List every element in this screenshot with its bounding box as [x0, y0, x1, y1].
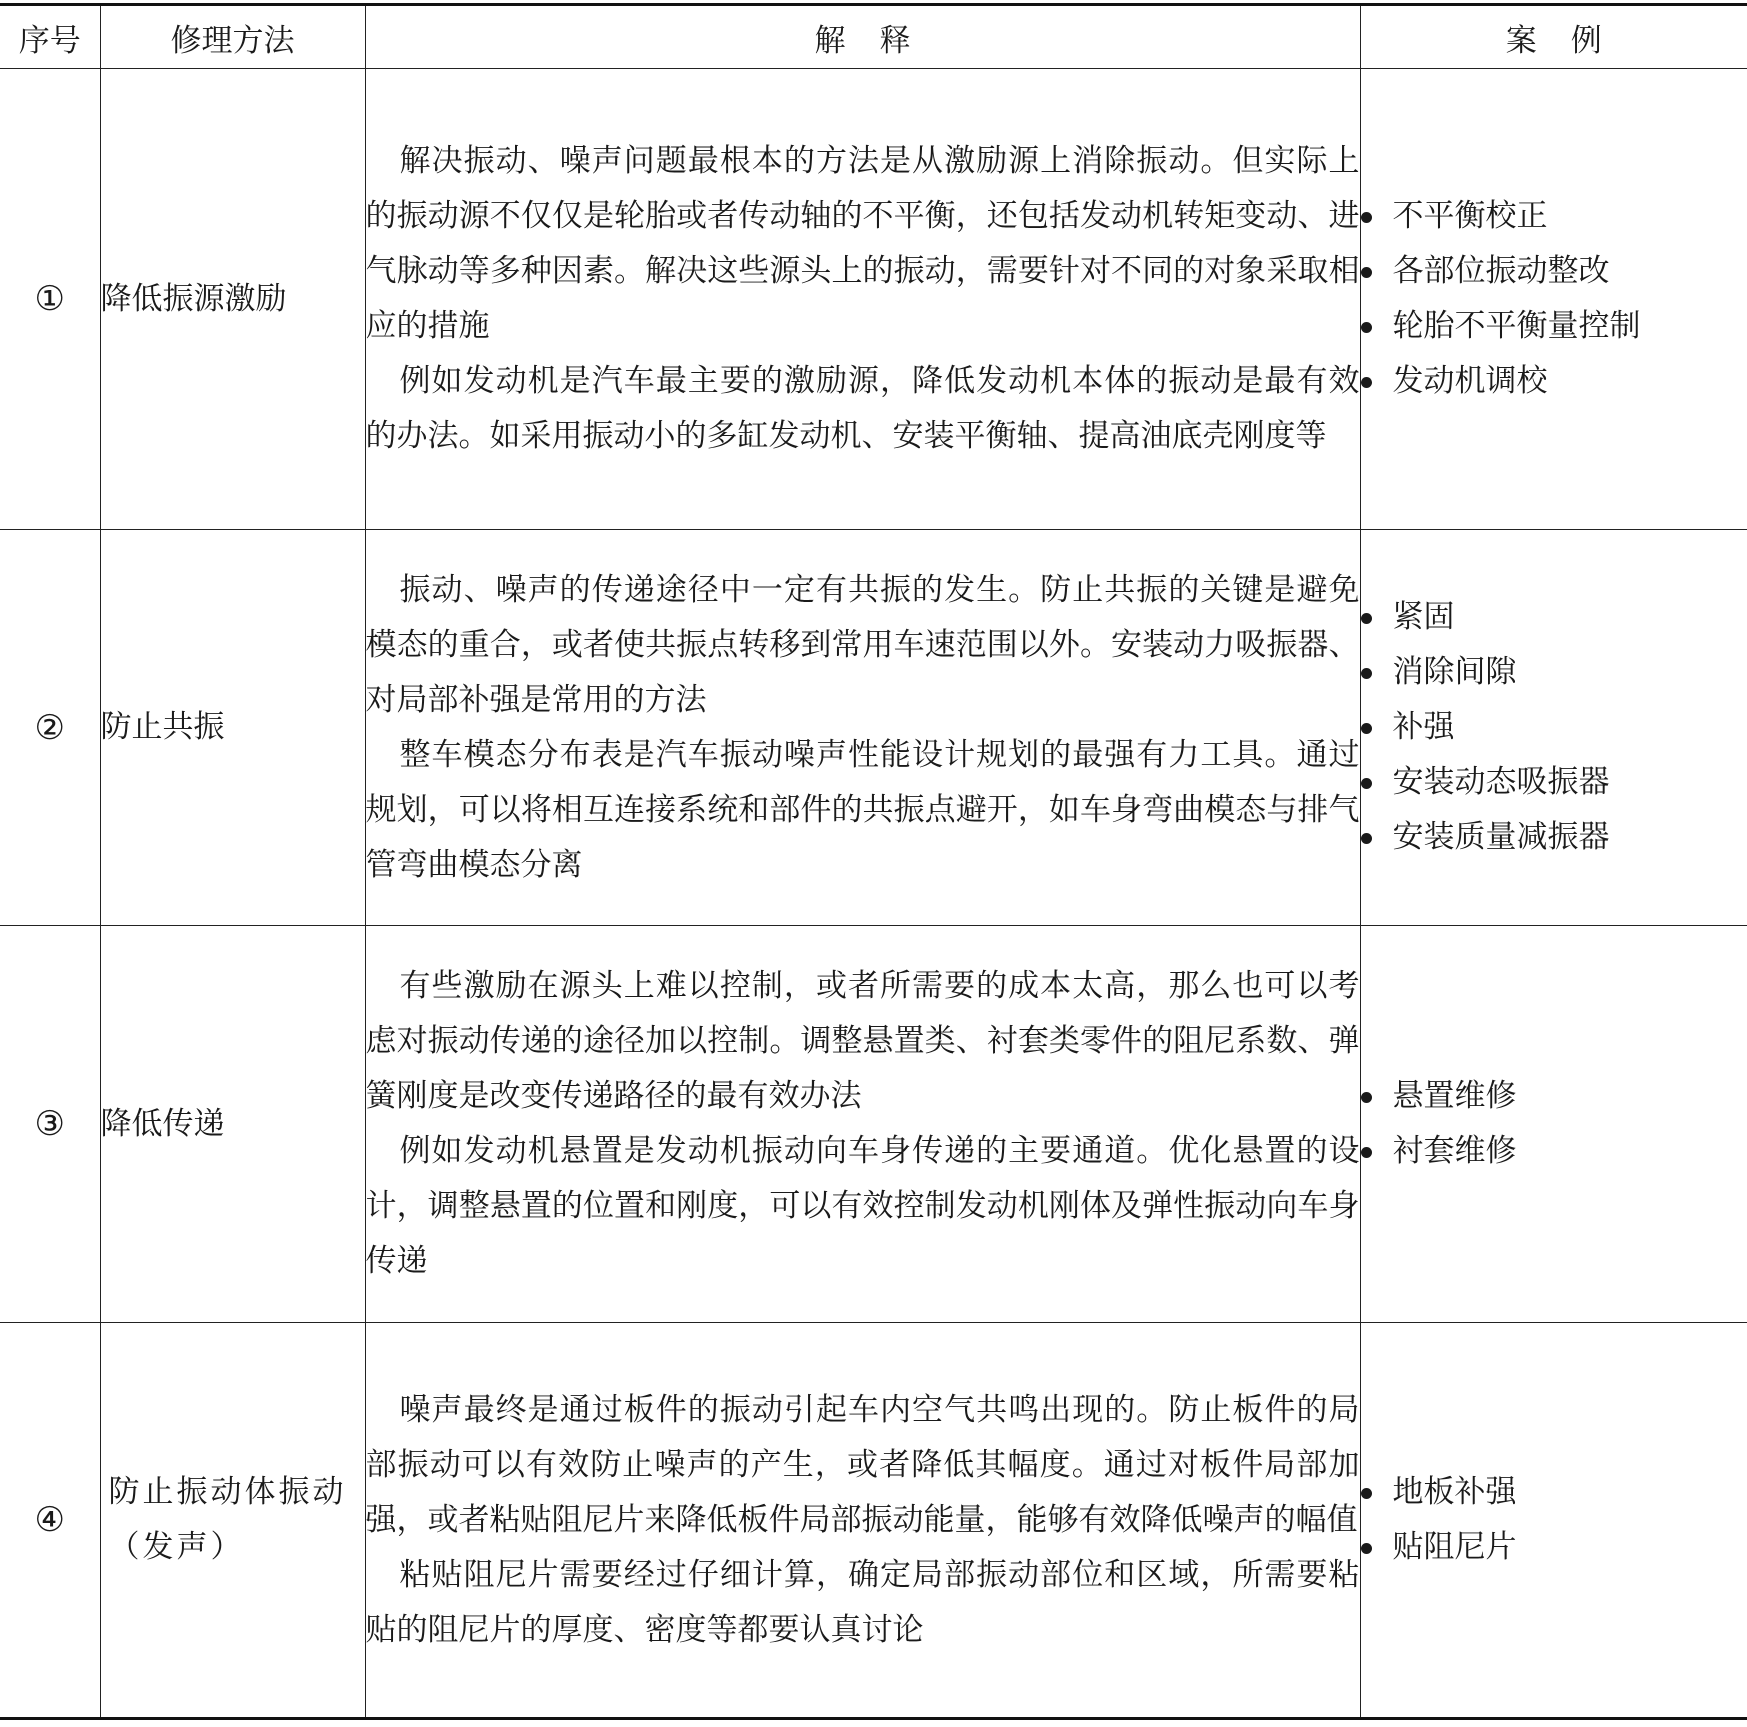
method-name: 防止振动体振动（发声）: [100, 1323, 365, 1719]
bullet-icon: [1361, 613, 1372, 624]
explanation-paragraph: 解决振动、噪声问题最根本的方法是从激励源上消除振动。但实际上的振动源不仅仅是轮胎或者传动轴的不平衡，还包括发动机转矩变动、进气脉动等多种因素。解决这些源头上的振动，需要针对不同的对象采取相应的措施: [365, 143, 1360, 344]
case-label: 发动机调校: [1392, 363, 1548, 399]
case-item: [1361, 700, 1747, 755]
bullet-icon: [1361, 833, 1372, 844]
cases-cell: [1360, 530, 1747, 926]
explanation-paragraph: 噪声最终是通过板件的振动引起车内空气共鸣出现的。防止板件的局部振动可以有效防止噪声的产生，或者降低其幅度。通过对板件局部加强，或者粘贴阻尼片来降低板件局部振动能量，能够有效降低噪声的幅值: [365, 1391, 1360, 1538]
case-item: [1361, 645, 1747, 700]
explanation-paragraph: 整车模态分布表是汽车振动噪声性能设计规划的最强有力工具。通过规划，可以将相互连接系统和部件的共振点避开，如车身弯曲模态与排气管弯曲模态分离: [365, 736, 1360, 883]
case-label: 各部位振动整改: [1392, 253, 1610, 289]
method-name: 防止共振: [100, 530, 365, 926]
header-method: 修理方法: [100, 5, 365, 69]
table-body: [0, 69, 1747, 1719]
case-label: 轮胎不平衡量控制: [1392, 308, 1641, 344]
case-list: [1361, 1465, 1747, 1575]
explanation-paragraph: 有些激励在源头上难以控制，或者所需要的成本太高，那么也可以考虑对振动传递的途径加以控制。调整悬置类、衬套类零件的阻尼系数、弹簧刚度是改变传递路径的最有效办法: [365, 968, 1360, 1114]
bullet-icon: [1361, 212, 1372, 223]
bullet-icon: [1361, 377, 1372, 388]
case-item: [1361, 1069, 1747, 1124]
case-item: [1361, 189, 1747, 244]
cases-cell: [1360, 926, 1747, 1323]
case-item: [1361, 755, 1747, 810]
case-label: 衬套维修: [1392, 1133, 1517, 1169]
row-number: ③: [0, 926, 100, 1323]
case-label: 紧固: [1392, 599, 1455, 635]
case-item: [1361, 1124, 1747, 1179]
case-item: [1361, 1520, 1747, 1575]
case-label: 安装质量减振器: [1392, 819, 1610, 855]
table-row: [0, 1323, 1747, 1719]
explanation-cell: [365, 69, 1360, 530]
bullet-icon: [1361, 267, 1372, 278]
bullet-icon: [1361, 1543, 1372, 1554]
case-item: [1361, 299, 1747, 354]
case-item: [1361, 1465, 1747, 1520]
explanation-cell: [365, 1323, 1360, 1719]
explanation-paragraph: 粘贴阻尼片需要经过仔细计算，确定局部振动部位和区域，所需要粘贴的阻尼片的厚度、密度等都要认真讨论: [365, 1556, 1360, 1648]
bullet-icon: [1361, 322, 1372, 333]
bullet-icon: [1361, 1092, 1372, 1103]
case-label: 悬置维修: [1392, 1078, 1517, 1114]
cases-cell: [1360, 1323, 1747, 1719]
case-label: 补强: [1392, 709, 1455, 745]
table-row: [0, 530, 1747, 926]
explanation-cell: [365, 530, 1360, 926]
case-label: 消除间隙: [1392, 654, 1517, 690]
case-label: 贴阻尼片: [1392, 1529, 1517, 1565]
row-number: ①: [0, 69, 100, 530]
table-header: [0, 5, 1747, 69]
cases-cell: [1360, 69, 1747, 530]
case-list: [1361, 189, 1747, 409]
row-number: ④: [0, 1323, 100, 1719]
bullet-icon: [1361, 1147, 1372, 1158]
header-row: [0, 5, 1747, 69]
header-explain: 解释: [365, 5, 1360, 69]
case-item: [1361, 244, 1747, 299]
case-item: [1361, 810, 1747, 865]
bullet-icon: [1361, 723, 1372, 734]
explanation-paragraph: 例如发动机悬置是发动机振动向车身传递的主要通道。优化悬置的设计，调整悬置的位置和刚度，可以有效控制发动机刚体及弹性振动向车身传递: [365, 1133, 1360, 1279]
explanation-cell: [365, 926, 1360, 1323]
case-item: [1361, 354, 1747, 409]
case-label: 不平衡校正: [1392, 198, 1548, 234]
explanation-paragraph: 振动、噪声的传递途径中一定有共振的发生。防止共振的关键是避免模态的重合，或者使共振点转移到常用车速范围以外。安装动力吸振器、对局部补强是常用的方法: [365, 571, 1360, 718]
bullet-icon: [1361, 668, 1372, 679]
row-number: ②: [0, 530, 100, 926]
repair-methods-table: [0, 3, 1747, 1720]
case-list: [1361, 1069, 1747, 1179]
table-row: [0, 926, 1747, 1323]
case-label: 安装动态吸振器: [1392, 764, 1610, 800]
header-no: 序号: [0, 5, 100, 69]
method-name: 降低振源激励: [100, 69, 365, 530]
bullet-icon: [1361, 778, 1372, 789]
case-label: 地板补强: [1392, 1474, 1517, 1510]
case-list: [1361, 590, 1747, 865]
case-item: [1361, 590, 1747, 645]
explanation-paragraph: 例如发动机是汽车最主要的激励源，降低发动机本体的振动是最有效的办法。如采用振动小的多缸发动机、安装平衡轴、提高油底壳刚度等: [365, 363, 1360, 454]
bullet-icon: [1361, 1488, 1372, 1499]
method-name: 降低传递: [100, 926, 365, 1323]
table-row: [0, 69, 1747, 530]
header-cases: 案例: [1360, 5, 1747, 69]
